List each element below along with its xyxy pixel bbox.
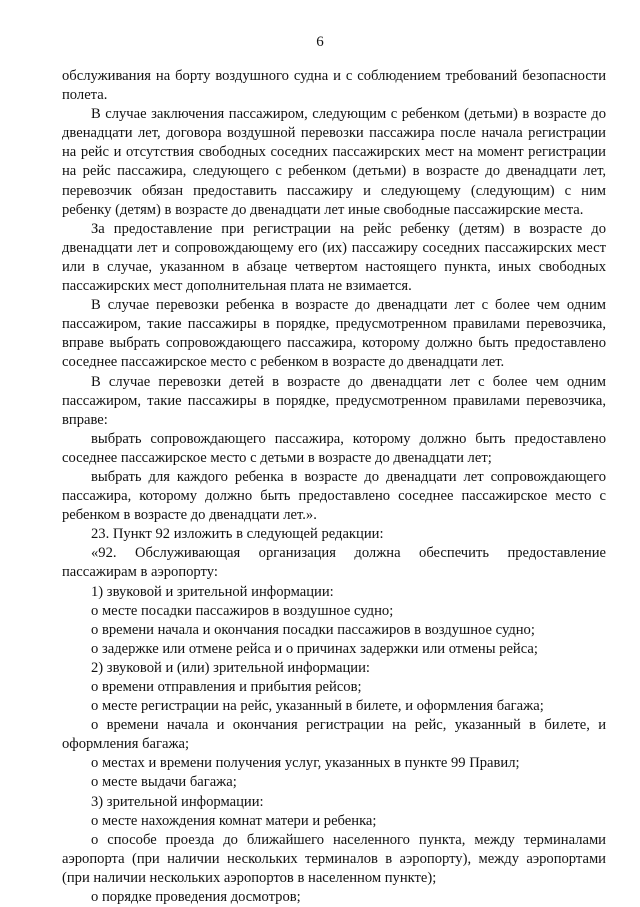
paragraph: выбрать для каждого ребенка в возрасте до двенадцати лет сопровождающего пассажира, которому должно быть предоставлено соседнее пассажирское место с ребенком в возрасте до двенадцати лет.».: [62, 468, 606, 524]
list-item: о месте регистрации на рейс, указанный в билете, и оформления багажа;: [91, 698, 544, 715]
paragraph: В случае перевозки детей в возрасте до двенадцати лет с более чем одним пассажиром, такие пассажиры в порядке, предусмотренном правилами перевозчика, вправе:: [62, 373, 606, 428]
list-item: о способе проезда до ближайшего населенного пункта, между терминалами аэропорта (при наличии нескольких терминалов в аэропорту), между аэропортами (при наличии нескольких аэропортов в населенном пункте);: [62, 831, 606, 886]
document-body: [62, 67, 606, 907]
paragraph: В случае заключения пассажиром, следующим с ребенком (детьми) в возрасте до двенадцати лет, договора воздушной перевозки пассажира после начала регистрации на рейс и отсутствия свободных соседних пассажирских мест на момент регистрации на рейс пассажира, следующего с ребенком (детьми) в возрасте до двенадцати лет, перевозчик обязан предоставить пассажиру и следующему (следующим) с ним ребенку (детям) в возрасте до двенадцати лет иные свободные пассажирские места.: [62, 106, 606, 218]
list-item: о месте посадки пассажиров в воздушное судно;: [91, 602, 394, 619]
list-item: 1) звуковой и зрительной информации:: [91, 583, 334, 600]
list-item: о местах и времени получения услуг, указанных в пункте 99 Правил;: [91, 755, 520, 772]
paragraph: За предоставление при регистрации на рейс ребенку (детям) в возрасте до двенадцати лет и сопровождающему его (их) пассажиру соседних пассажирских мест или в случае, указанном в абзаце четвертом настоящего пункта, иных свободных пассажирских мест дополнительная плата не взимается.: [62, 220, 606, 295]
list-item: о порядке проведения досмотров;: [91, 889, 301, 906]
list-item: о времени начала и окончания посадки пассажиров в воздушное судно;: [91, 621, 535, 638]
paragraph: выбрать сопровождающего пассажира, которому должно быть предоставлено соседнее пассажирское место с детьми в возрасте до двенадцати лет;: [62, 430, 606, 466]
paragraph: «92. Обслуживающая организация должна обеспечить предоставление пассажирам в аэропорту:: [62, 545, 606, 581]
list-item: о месте нахождения комнат матери и ребенка;: [91, 812, 377, 829]
list-item: 3) зрительной информации:: [91, 793, 264, 810]
paragraph: В случае перевозки ребенка в возрасте до двенадцати лет с более чем одним пассажиром, такие пассажиры в порядке, предусмотренном правилами перевозчика, вправе выбрать сопровождающего пассажира, которому должно быть предоставлено соседнее пассажирское место с ребенком в возрасте до двенадцати лет.: [62, 297, 606, 371]
paragraph: 23. Пункт 92 изложить в следующей редакции:: [91, 526, 384, 543]
list-item: 2) звуковой и (или) зрительной информации:: [91, 659, 370, 676]
list-item: о времени начала и окончания регистрации на рейс, указанный в билете, и оформления багажа;: [62, 717, 606, 753]
page-number: 6: [316, 34, 324, 50]
paragraph: обслуживания на борту воздушного судна и с соблюдением требований безопасности полета.: [62, 68, 606, 104]
list-item: о месте выдачи багажа;: [91, 774, 237, 791]
list-item: о времени отправления и прибытия рейсов;: [91, 679, 362, 695]
list-item: о задержке или отмене рейса и о причинах задержки или отмены рейса;: [91, 640, 538, 657]
